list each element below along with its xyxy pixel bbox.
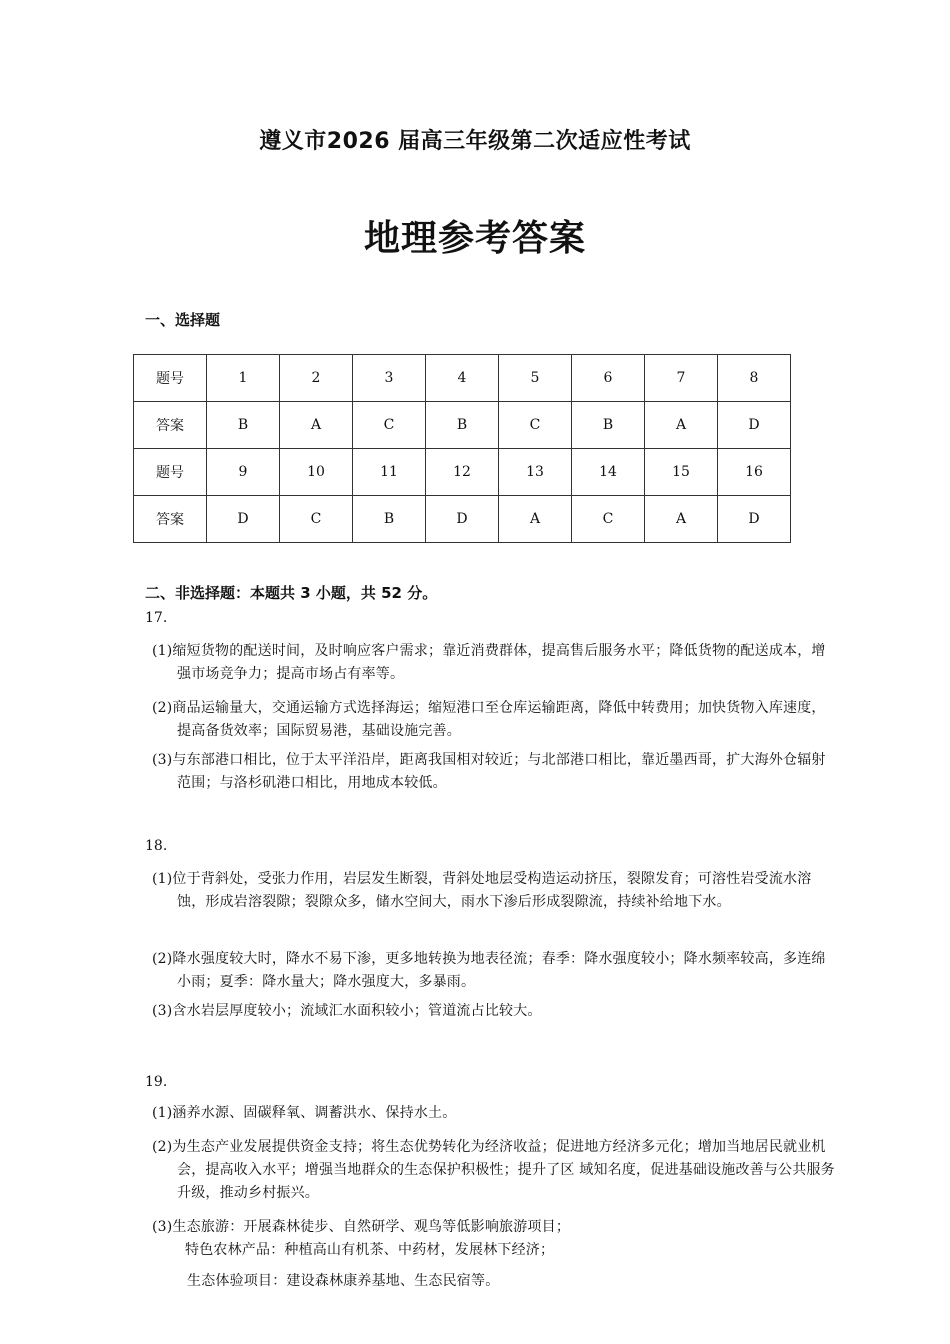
row-label: 题号: [134, 355, 207, 402]
section-choice-heading: 一、选择题: [145, 311, 221, 329]
q19-answer-1: (1)涵养水源、固碳释氧、调蓄洪水、保持水土。: [152, 1105, 457, 1121]
exam-title: 遵义市2026 届高三年级第二次适应性考试: [259, 129, 691, 154]
table-cell: B: [207, 402, 280, 449]
table-cell: 1: [207, 355, 280, 402]
q19-answer-3-line-2: 特色农林产品：种植高山有机茶、中药材，发展林下经济；: [185, 1242, 555, 1258]
row-label: 答案: [134, 496, 207, 543]
table-cell: 13: [499, 449, 572, 496]
table-cell: C: [353, 402, 426, 449]
table-cell: B: [353, 496, 426, 543]
q17-answer-1: (1)缩短货物的配送时间，及时响应客户需求；靠近消费群体，提高售后服务水平；降低货物的配送成本，增强市场竞争力；提高市场占有率等。: [152, 643, 826, 682]
table-cell: 5: [499, 355, 572, 402]
table-cell: A: [499, 496, 572, 543]
question-17-number: 17.: [145, 610, 168, 626]
table-cell: B: [426, 402, 499, 449]
q19-answer-3-line-3: 生态体验项目：建设森林康养基地、生态民宿等。: [187, 1273, 500, 1289]
answer-table: [133, 354, 791, 543]
table-cell: D: [426, 496, 499, 543]
table-cell: D: [718, 402, 791, 449]
table-cell: 2: [280, 355, 353, 402]
table-cell: 12: [426, 449, 499, 496]
q19-answer-3-line-1: (3)生态旅游：开展森林徒步、自然研学、观鸟等低影响旅游项目；: [152, 1219, 571, 1235]
table-cell: B: [572, 402, 645, 449]
table-cell: A: [645, 496, 718, 543]
table-cell: D: [718, 496, 791, 543]
table-cell: A: [280, 402, 353, 449]
table-row: [134, 496, 791, 543]
q18-answer-3: (3)含水岩层厚度较小；流域汇水面积较小；管道流占比较大。: [152, 1003, 542, 1019]
table-cell: 9: [207, 449, 280, 496]
q18-answer-2: (2)降水强度较大时，降水不易下渗，更多地转换为地表径流；春季：降水强度较小；降水频率较高，多连绵小雨；夏季：降水量大；降水强度大，多暴雨。: [152, 951, 826, 990]
table-cell: 14: [572, 449, 645, 496]
table-cell: C: [572, 496, 645, 543]
table-cell: 3: [353, 355, 426, 402]
table-row: [134, 355, 791, 402]
table-cell: 10: [280, 449, 353, 496]
table-cell: 16: [718, 449, 791, 496]
table-cell: C: [280, 496, 353, 543]
table-cell: D: [207, 496, 280, 543]
table-cell: 6: [572, 355, 645, 402]
table-cell: 7: [645, 355, 718, 402]
question-19-number: 19.: [145, 1074, 168, 1090]
table-row: [134, 449, 791, 496]
row-label: 题号: [134, 449, 207, 496]
table-cell: 11: [353, 449, 426, 496]
section-nonchoice-heading: 二、非选择题：本题共 3 小题，共 52 分。: [145, 584, 438, 602]
q17-answer-2: (2)商品运输量大，交通运输方式选择海运；缩短港口至仓库运输距离，降低中转费用；加快货物入库速度，提高备货效率；国际贸易港，基础设施完善。: [152, 700, 826, 739]
answer-key-title: 地理参考答案: [363, 218, 586, 259]
question-18-number: 18.: [145, 838, 168, 854]
q17-answer-3: (3)与东部港口相比，位于太平洋沿岸，距离我国相对较近；与北部港口相比，靠近墨西哥，扩大海外仓辐射范围；与洛杉矶港口相比，用地成本较低。: [152, 752, 826, 791]
table-cell: 4: [426, 355, 499, 402]
table-cell: 15: [645, 449, 718, 496]
row-label: 答案: [134, 402, 207, 449]
table-cell: 8: [718, 355, 791, 402]
table-row: [134, 402, 791, 449]
table-cell: A: [645, 402, 718, 449]
q19-answer-2: (2)为生态产业发展提供资金支持；将生态优势转化为经济收益；促进地方经济多元化；增加当地居民就业机会，提高收入水平；增强当地群众的生态保护积极性；提升了区 域知名度，促进基础设施改善与公共服务升级，推动乡村振兴。: [152, 1139, 835, 1201]
table-cell: C: [499, 402, 572, 449]
q18-answer-1: (1)位于背斜处，受张力作用，岩层发生断裂，背斜处地层受构造运动挤压，裂隙发育；可溶性岩受流水溶蚀，形成岩溶裂隙；裂隙众多，储水空间大，雨水下渗后形成裂隙流，持续补给地下水。: [152, 871, 812, 910]
